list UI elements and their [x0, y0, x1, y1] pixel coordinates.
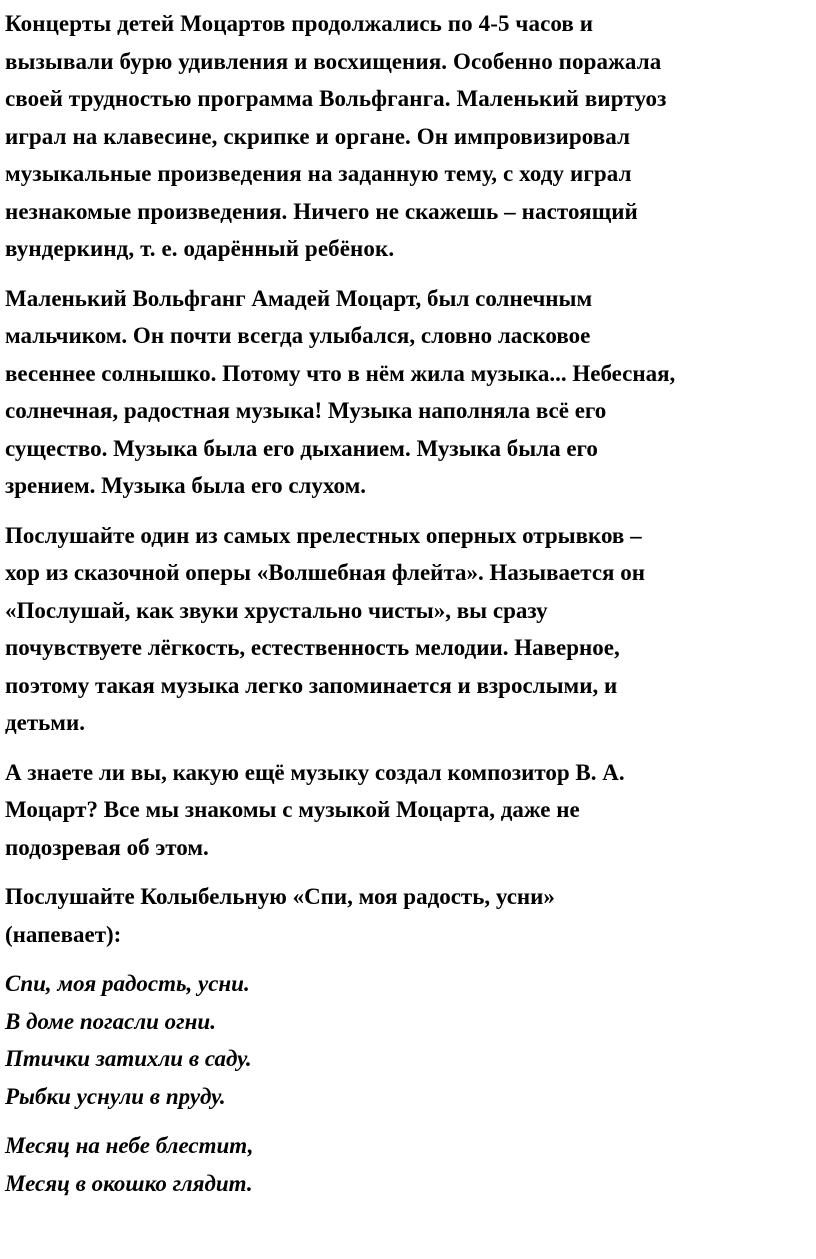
paragraph-sunny-boy: Маленький Вольфганг Амадей Моцарт, был солнечным мальчиком. Он почти всегда улыбался, словно ласковое весеннее солнышко. Потому что в нём жила музыка... Небесная, солнечная, радостная музыка! Музыка наполняла всё его существо. Музыка была его дыханием. Музыка была его зрением. Музыка была его слухом.: [5, 285, 676, 498]
poem-stanza-2: Месяц на небе блестит, Месяц в окошко глядит.: [5, 1133, 254, 1196]
paragraph-magic-flute: Послушайте один из самых прелестных оперных отрывков – хор из сказочной оперы «Волшебная флейта». Называется он «Послушай, как звуки хрустально чисты», вы сразу почувствуете лёгкость, естественность мелодии. Наверное, поэтому такая музыка легко запоминается и взрослыми, и детьми.: [5, 522, 645, 735]
document-body: [5, 5, 813, 1214]
paragraph-lullaby-intro: Послушайте Колыбельную «Спи, моя радость, усни» (напевает):: [5, 884, 555, 947]
poem-stanza-1: Спи, моя радость, усни. В доме погасли огни. Птички затихли в саду. Рыбки уснули в пруду.: [5, 971, 252, 1109]
paragraph-other-music: А знаете ли вы, какую ещё музыку создал композитор В. А. Моцарт? Все мы знакомы с музыкой Моцарта, даже не подозревая об этом.: [5, 759, 625, 860]
paragraph-mozart-concerts: Концерты детей Моцартов продолжались по 4-5 часов и вызывали бурю удивления и восхищения. Особенно поражала своей трудностью программа Вольфганга. Маленький виртуоз играл на клавесине, скрипке и органе. Он импровизировал музыкальные произведения на заданную тему, с ходу играл незнакомые произведения. Ничего не скажешь – настоящий вундеркинд, т. е. одарённый ребёнок.: [5, 11, 667, 261]
